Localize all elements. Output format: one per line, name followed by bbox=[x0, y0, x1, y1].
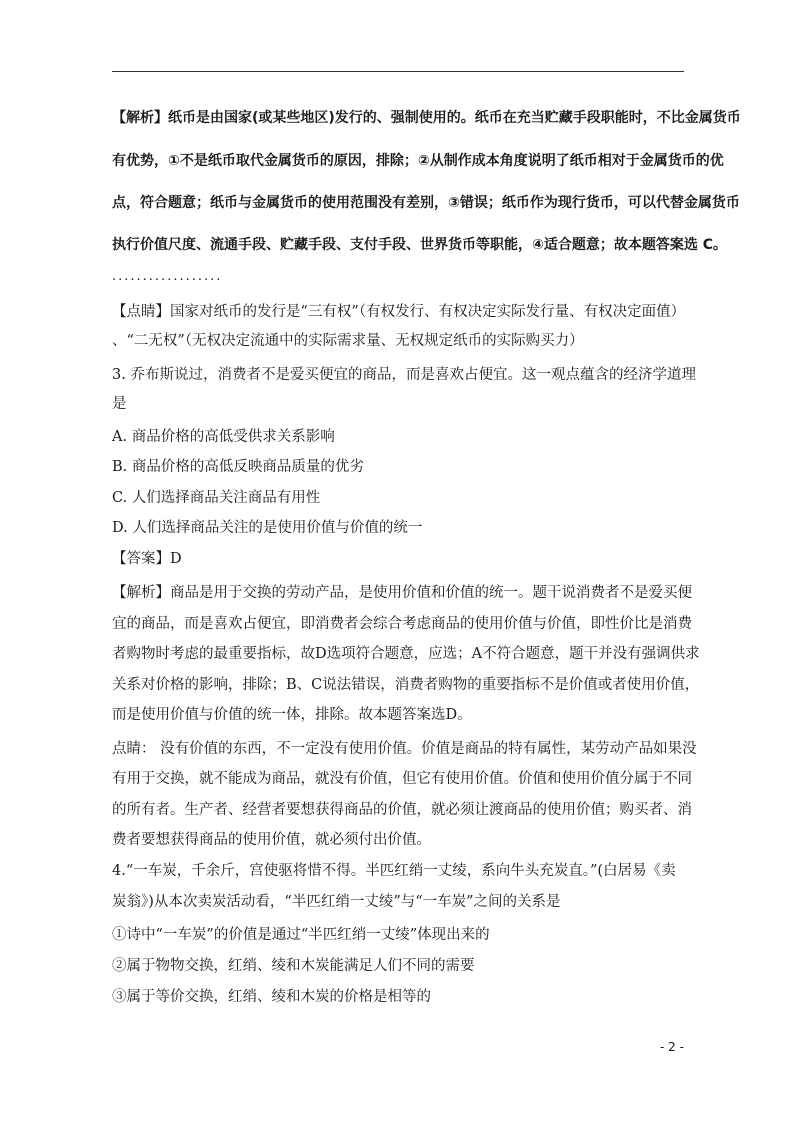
hint-text: 的所有者。生产者、经营者要想获得商品的价值，就必须让渡商品的使用价值；购买者、消 bbox=[112, 802, 692, 818]
hint-text: 有用于交换，就不能成为商品，就没有价值，但它有使用价值。价值和使用价值分属于不同 bbox=[112, 771, 692, 787]
analysis-line: 点，符合题意；纸币与金属货币的使用范围没有差别，③错误；纸币作为现行货币，可以代替金属货币 bbox=[112, 195, 740, 211]
header-rule bbox=[112, 71, 684, 72]
analysis-text: 关系对价格的影响，排除；B、C说法错误，消费者购物的重要指标不是价值或者使用价值， bbox=[112, 677, 700, 693]
option-a: A. 商品价格的高低受供求关系影响 bbox=[112, 429, 335, 445]
option-b: B. 商品价格的高低反映商品质量的优劣 bbox=[112, 459, 364, 475]
statement-1: ①诗中“一车炭”的价值是通过“半匹红绡一丈绫”体现出来的 bbox=[112, 927, 490, 943]
hint-line: 、“二无权”（无权决定流通中的实际需求量、无权规定纸币的实际购买力） bbox=[112, 333, 584, 349]
analysis-line: 执行价值尺度、流通手段、贮藏手段、支付手段、世界货币等职能，④适合题意；故本题答案选 C。 bbox=[112, 237, 727, 253]
hint-text: 点睛： 没有价值的东西，不一定没有使用价值。价值是商品的特有属性，某劳动产品如果没 bbox=[112, 741, 697, 757]
question-4-stem: 炭翁》)从本次卖炭活动看，“半匹红绡一丈绫”与“一车炭”之间的关系是 bbox=[112, 894, 561, 910]
question-4-stem: 4.“一车炭，千余斤，宫使驱将惜不得。半匹红绡一丈绫，系向牛头充炭直。”(白居易《卖 bbox=[112, 863, 676, 879]
question-3-stem: 3. 乔布斯说过，消费者不是爱买便宜的商品，而是喜欢占便宜。这一观点蕴含的经济学道理 bbox=[112, 367, 696, 383]
statement-2: ②属于物物交换，红绡、绫和木炭能满足人们不同的需要 bbox=[112, 958, 475, 974]
option-c: C. 人们选择商品关注商品有用性 bbox=[112, 490, 321, 506]
statement-3: ③属于等价交换，红绡、绫和木炭的价格是相等的 bbox=[112, 989, 431, 1005]
analysis-line: 有优势，①不是纸币取代金属货币的原因，排除；②从制作成本角度说明了纸币相对于金属货币的优 bbox=[112, 153, 724, 169]
page-number: - 2 - bbox=[660, 1040, 684, 1054]
analysis-line: 【解析】纸币是由国家(或某些地区)发行的、强制使用的。纸币在充当贮藏手段职能时，不比金属货币 bbox=[112, 110, 741, 126]
hint-text: 费者要想获得商品的使用价值，就必须付出价值。 bbox=[112, 832, 431, 848]
answer-line: 【答案】D bbox=[112, 551, 182, 567]
analysis-text: 宜的商品，而是喜欢占便宜，即消费者会综合考虑商品的使用价值与价值，即性价比是消费 bbox=[112, 616, 692, 632]
analysis-text: 【解析】商品是用于交换的劳动产品，是使用价值和价值的统一。题干说消费者不是爱买便 bbox=[112, 585, 692, 601]
analysis-text: 而是使用价值与价值的统一体，排除。故本题答案选D。 bbox=[112, 707, 472, 723]
analysis-text: 者购物时考虑的最重要指标，故D选项符合题意，应选；A不符合题意，题干并没有强调供求 bbox=[112, 646, 700, 662]
question-3-stem: 是 bbox=[112, 396, 127, 412]
option-d: D. 人们选择商品关注的是使用价值与价值的统一 bbox=[112, 520, 423, 536]
separator-dots: .................. bbox=[112, 269, 223, 284]
hint-line: 【点睛】国家对纸币的发行是“三有权”（有权发行、有权决定实际发行量、有权决定面值） bbox=[112, 304, 686, 320]
